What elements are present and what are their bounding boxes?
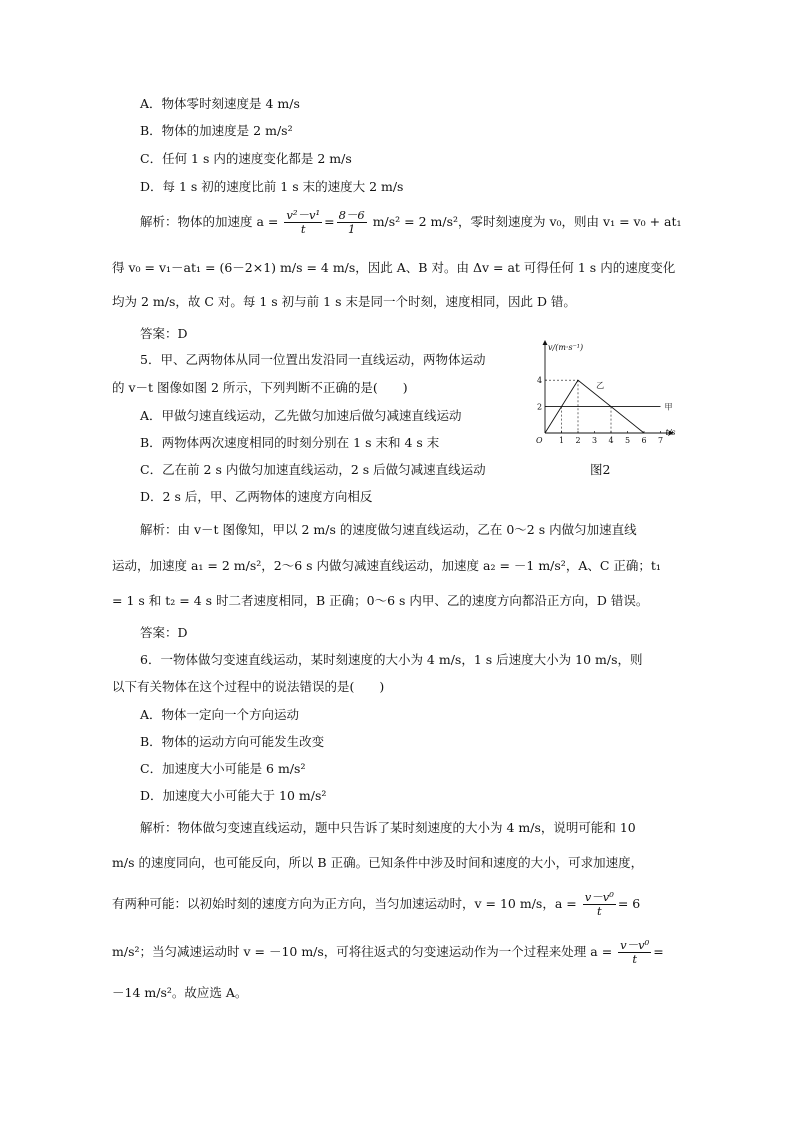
- x-axis-label: t/s: [665, 428, 676, 437]
- q5-option-a: A．甲做匀速直线运动，乙先做匀加速后做匀减速直线运动: [140, 408, 462, 423]
- q6-option-d: D．加速度大小可能大于 10 m/s²: [140, 788, 327, 803]
- fraction-numerator: v－v⁰: [620, 938, 650, 952]
- fraction: [337, 209, 367, 236]
- fraction: [618, 939, 651, 966]
- q4-option-d: D．每 1 s 初的速度比前 1 s 末的速度大 2 m/s: [140, 179, 404, 194]
- q6-stem-line-1: 6．一物体做匀变速直线运动，某时刻速度的大小为 4 m/s，1 s 后速度大小为 10 m/s，则: [140, 652, 643, 667]
- x-tick-label: 1: [559, 436, 565, 445]
- figure-caption: 图2: [590, 462, 611, 477]
- q4-analysis-line-1: 解析：物体的加速度 a = $\frac{\text{v²－v¹}}{t}$ = $\frac{8-6}{1}$ m/s² = 2 m/s²，零时刻速度为 v₀，则由 v₁ = v₀ + at₁: [140, 208, 682, 236]
- q6-option-a: A．物体一定向一个方向运动: [140, 707, 300, 722]
- q5-analysis-line-3: = 1 s 和 t₂ = 4 s 时二者速度相同，B 正确；0～6 s 内甲、乙的速度方向都沿正方向，D 错误。: [112, 593, 649, 608]
- x-tick-label: O: [536, 436, 543, 445]
- q5-option-d: D．2 s 后，甲、乙两物体的速度方向相反: [140, 489, 373, 504]
- x-tick-label: 2: [575, 436, 581, 445]
- q5-stem-line-2: 的 v－t 图像如图 2 所示，下列判断不正确的是( ): [112, 380, 408, 395]
- fraction: [284, 209, 322, 236]
- x-tick-label: 6: [641, 436, 647, 445]
- q6-analysis-line-3: [112, 890, 640, 918]
- q6-analysis-line-4: [112, 938, 664, 966]
- q5-answer: 答案：D: [140, 625, 188, 640]
- fraction-denominator: t: [300, 222, 306, 236]
- q4-analysis-line-2: 得 v₀ = v₁－at₁ = (6－2×1) m/s = 4 m/s，因此 A、B 对。由 Δv = at 可得任何 1 s 内的速度变化: [112, 260, 676, 275]
- q5-analysis-line-2: 运动，加速度 a₁ = 2 m/s²，2～6 s 内做匀减速直线运动，加速度 a₂ = －1 m/s²，A、C 正确；t₁: [112, 558, 661, 573]
- velocity-time-chart: [531, 337, 683, 447]
- fraction-numerator: v－v⁰: [584, 890, 614, 904]
- q5-option-c: C．乙在前 2 s 内做匀加速直线运动，2 s 后做匀减速直线运动: [140, 462, 486, 477]
- fraction: [583, 891, 616, 918]
- q6-stem-line-2: 以下有关物体在这个过程中的说法错误的是( ): [112, 679, 385, 694]
- fraction-denominator: 1: [347, 222, 356, 236]
- q6-option-c: C．加速度大小可能是 6 m/s²: [140, 761, 306, 776]
- fraction-denominator: t: [596, 904, 602, 918]
- q4-analysis-l1-suffix: m/s² = 2 m/s²，零时刻速度为 v₀，则由 v₁ = v₀ + at₁: [372, 214, 682, 229]
- q6-analysis-l4-suffix: =: [653, 944, 664, 959]
- series-label-jia: 甲: [664, 402, 673, 412]
- fraction-numerator: v²－v¹: [286, 208, 321, 222]
- q6-analysis-l3-suffix: = 6: [617, 896, 641, 911]
- fraction-numerator: 8－6: [338, 208, 365, 222]
- q6-analysis-line-5: －14 m/s²。故应选 A。: [112, 985, 248, 1000]
- q6-analysis-l4-prefix: m/s²；当匀减速运动时 v = －10 m/s，可将往返式的匀变速运动作为一个过程来处理 a =: [112, 944, 613, 959]
- x-tick-label: 5: [625, 436, 631, 445]
- x-tick-label: 3: [592, 436, 598, 445]
- q6-analysis-line-1: 解析：物体做匀变速直线运动，题中只告诉了某时刻速度的大小为 4 m/s，说明可能和 10: [140, 820, 636, 835]
- fraction-denominator: t: [632, 952, 638, 966]
- q4-analysis-line-3: 均为 2 m/s，故 C 对。每 1 s 初与前 1 s 末是同一个时刻，速度相同，因此 D 错。: [112, 294, 576, 309]
- q4-option-b: B．物体的加速度是 2 m/s²: [140, 123, 293, 138]
- q6-option-b: B．物体的运动方向可能发生改变: [140, 734, 325, 749]
- q5-stem-line-1: 5．甲、乙两物体从同一位置出发沿同一直线运动，两物体运动: [140, 352, 486, 367]
- q4-option-a: A．物体零时刻速度是 4 m/s: [140, 96, 300, 111]
- y-tick-label: 4: [537, 376, 543, 386]
- q6-analysis-l3-prefix: 有两种可能：以初始时刻的速度方向为正方向，当匀加速运动时，v = 10 m/s，a =: [112, 896, 577, 911]
- q4-answer: 答案：D: [140, 326, 188, 341]
- q5-analysis-line-1: 解析：由 v－t 图像知，甲以 2 m/s 的速度做匀速直线运动，乙在 0～2 s 内做匀加速直线: [140, 522, 637, 537]
- y-axis-label: v/(m·s⁻¹): [548, 343, 584, 352]
- y-axis-arrow: [543, 340, 548, 345]
- x-tick-label: 4: [608, 436, 614, 445]
- x-tick-label: 7: [658, 436, 664, 445]
- q5-option-b: B．两物体两次速度相同的时刻分别在 1 s 末和 4 s 末: [140, 435, 440, 450]
- series-label-yi: 乙: [596, 381, 605, 391]
- y-tick-label: 2: [537, 402, 543, 412]
- q4-option-c: C．任何 1 s 内的速度变化都是 2 m/s: [140, 151, 352, 166]
- q6-analysis-line-2: m/s 的速度同向，也可能反向，所以 B 正确。已知条件中涉及时间和速度的大小，可求加速度，: [112, 855, 644, 870]
- q4-analysis-l1-prefix: 解析：物体的加速度 a =: [140, 214, 279, 229]
